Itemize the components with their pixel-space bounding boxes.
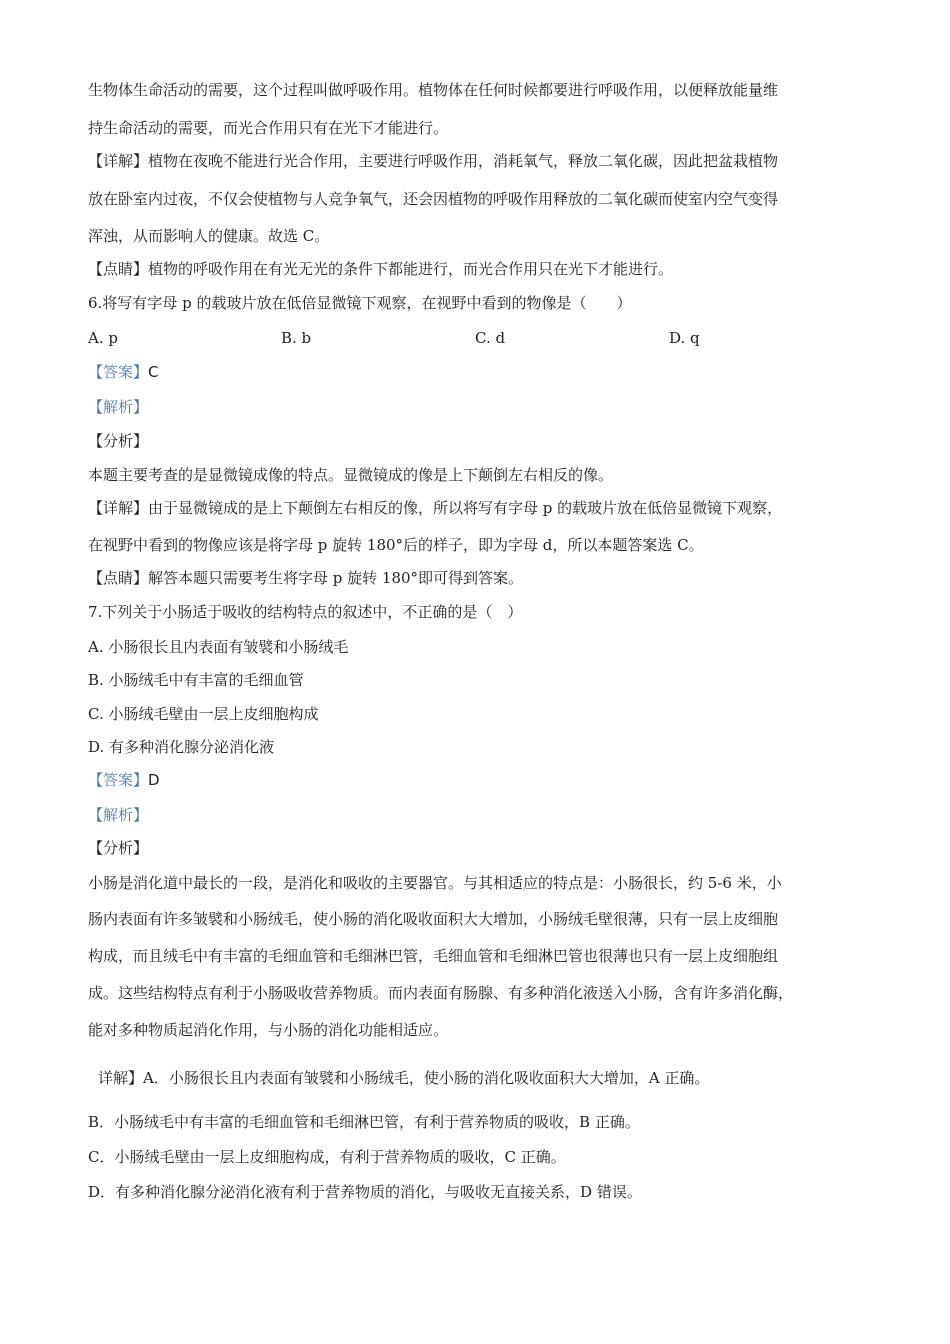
answer-value: C (148, 363, 159, 381)
text-line: 放在卧室内过夜，不仅会使植物与人竞争氧气，还会因植物的呼吸作用释放的二氧化碳而使室内空气变得 (88, 190, 779, 208)
detail-line: 详解】A．小肠很长且内表面有皱襞和小肠绒毛，使小肠的消化吸收面积大大增加，A 正确。 (98, 1069, 710, 1087)
analysis-paragraph-line: 构成，而且绒毛中有丰富的毛细血管和毛细淋巴管，毛细血管和毛细淋巴管也很薄也只有一层上皮细胞组 (88, 947, 779, 965)
fenxi-tag-7: 【分析】 (88, 839, 149, 857)
detail-line: C．小肠绒毛壁由一层上皮细胞构成，有利于营养物质的吸收，C 正确。 (88, 1148, 566, 1166)
answer-7 (88, 770, 880, 790)
analysis-paragraph-line: 能对多种物质起消化作用，与小肠的消化功能相适应。 (88, 1021, 449, 1039)
text-line: 生物体生命活动的需要，这个过程叫做呼吸作用。植物体在任何时候都要进行呼吸作用，以便释放能量维 (88, 81, 779, 99)
tip-line: 【点睛】植物的呼吸作用在有光无光的条件下都能进行，而光合作用只在光下才能进行。 (88, 260, 674, 278)
q7-option-b: B. 小肠绒毛中有丰富的毛细血管 (88, 671, 304, 689)
analysis-paragraph-line: 肠内表面有许多皱襞和小肠绒毛，使小肠的消化吸收面积大大增加，小肠绒毛壁很薄，只有一层上皮细胞 (88, 910, 779, 928)
analysis-paragraph-line: 小肠是消化道中最长的一段，是消化和吸收的主要器官。与其相适应的特点是：小肠很长，约 5-6 米，小 (88, 874, 782, 892)
answer-tag: 【答案】 (88, 363, 149, 381)
text-line: 在视野中看到的物像应该是将字母 p 旋转 180°后的样子，即为字母 d，所以本题答案选 C。 (88, 536, 704, 554)
analysis-paragraph-line: 成。这些结构特点有利于小肠吸收营养物质。而内表面有肠腺、有多种消化液送入小肠，含有许多消化酶， (88, 984, 794, 1002)
question-7: 7.下列关于小肠适于吸收的结构特点的叙述中，不正确的是（ ） (88, 603, 523, 621)
q6-option-c: C. d (475, 329, 506, 347)
answer-value: D (148, 771, 160, 789)
text-line: 本题主要考查的是显微镜成像的特点。显微镜成的像是上下颠倒左右相反的像。 (88, 466, 614, 484)
analysis-tag-7: 【解析】 (88, 806, 149, 824)
q7-option-d: D. 有多种消化腺分泌消化液 (88, 738, 275, 756)
text-line: 持生命活动的需要，而光合作用只有在光下才能进行。 (88, 119, 449, 137)
question-6: 6.将写有字母 p 的载玻片放在低倍显微镜下观察，在视野中看到的物像是（ ） (88, 294, 632, 312)
text-line: 浑浊，从而影响人的健康。故选 C。 (88, 227, 330, 245)
analysis-tag-6: 【解析】 (88, 398, 149, 416)
q6-option-a: A. p (88, 329, 118, 347)
detail-line: D．有多种消化腺分泌消化液有利于营养物质的消化，与吸收无直接关系，D 错误。 (88, 1183, 642, 1201)
tip-line: 【点睛】解答本题只需要考生将字母 p 旋转 180°即可得到答案。 (88, 569, 524, 587)
answer-tag: 【答案】 (88, 771, 149, 789)
q6-option-d: D. q (669, 329, 700, 347)
fenxi-tag-6: 【分析】 (88, 432, 149, 450)
detail-line: 【详解】由于显微镜成的是上下颠倒左右相反的像，所以将写有字母 p 的载玻片放在低倍显微镜下观察， (88, 499, 783, 517)
q6-option-b: B. b (281, 329, 312, 347)
q7-option-c: C. 小肠绒毛壁由一层上皮细胞构成 (88, 705, 319, 723)
answer-6 (88, 362, 880, 382)
detail-line: B．小肠绒毛中有丰富的毛细血管和毛细淋巴管，有利于营养物质的吸收，B 正确。 (88, 1113, 640, 1131)
detail-line: 【详解】植物在夜晚不能进行光合作用，主要进行呼吸作用，消耗氧气，释放二氧化碳，因此把盆栽植物 (88, 152, 779, 170)
q7-option-a: A. 小肠很长且内表面有皱襞和小肠绒毛 (88, 638, 349, 656)
